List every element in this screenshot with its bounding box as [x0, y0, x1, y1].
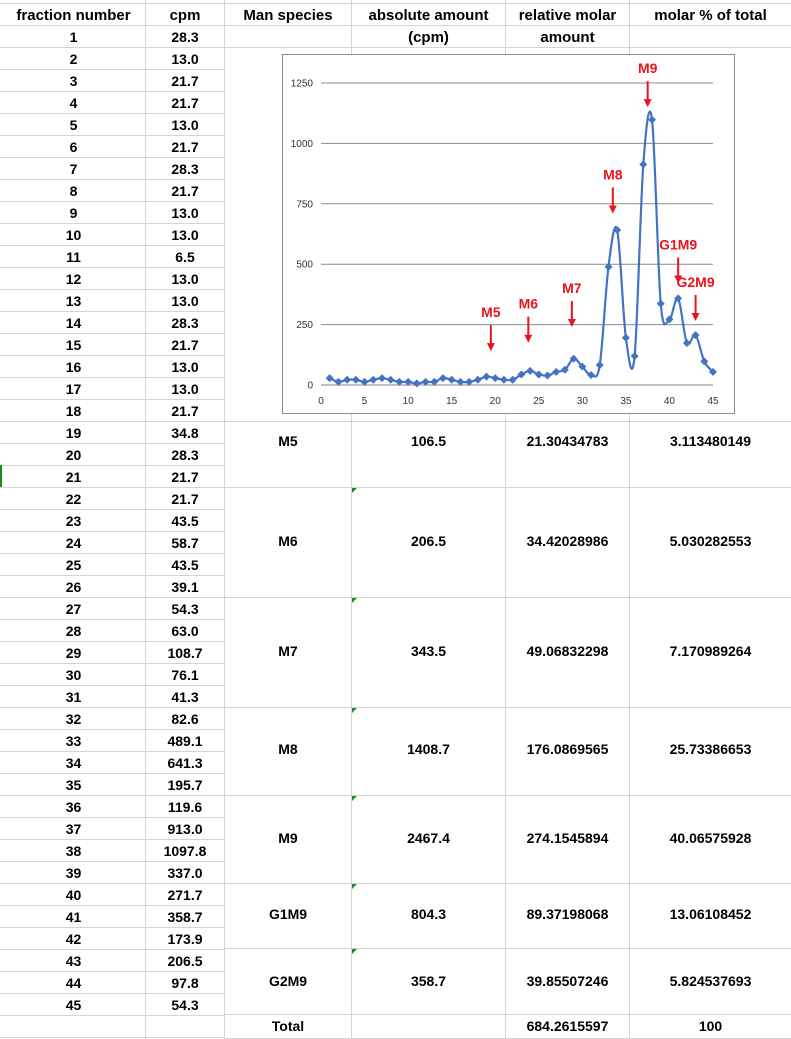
species-divider: [224, 948, 791, 949]
cpm-cell[interactable]: 13.0: [171, 227, 199, 243]
x-tick-label: 0: [318, 396, 324, 407]
y-tick-label: 500: [296, 259, 313, 271]
cell-comment-marker: [352, 796, 357, 801]
data-point-marker: [483, 373, 491, 381]
cpm-cell[interactable]: 21.7: [171, 183, 199, 199]
data-point-marker: [439, 374, 447, 382]
data-point-marker: [448, 376, 456, 384]
fraction-number-cell[interactable]: 1: [69, 29, 78, 45]
fraction-number-cell[interactable]: 16: [65, 359, 82, 375]
cpm-cell[interactable]: 58.7: [171, 535, 199, 551]
molar-percent-cell[interactable]: 40.06575928: [669, 830, 752, 846]
species-divider: [224, 883, 791, 884]
cpm-cell[interactable]: 28.3: [171, 447, 199, 463]
cpm-cell[interactable]: 28.3: [171, 315, 199, 331]
data-point-marker: [543, 372, 551, 380]
cpm-cell[interactable]: 43.5: [171, 513, 199, 529]
fraction-number-cell[interactable]: 30: [65, 667, 82, 683]
fraction-number-cell[interactable]: 19: [65, 425, 82, 441]
cpm-cell[interactable]: 76.1: [171, 667, 199, 683]
annotation-arrow-head: [692, 313, 700, 321]
fraction-number-cell[interactable]: 11: [66, 249, 81, 265]
data-point-marker: [491, 374, 499, 382]
cpm-cell[interactable]: 39.1: [171, 579, 199, 595]
data-point-marker: [413, 379, 421, 387]
fraction-number-cell[interactable]: 23: [65, 513, 82, 529]
cpm-cell[interactable]: 13.0: [171, 117, 199, 133]
annotation-arrow-head: [609, 205, 617, 213]
data-point-marker: [326, 374, 334, 382]
fraction-number-cell[interactable]: 5: [69, 117, 78, 133]
data-point-marker: [500, 376, 508, 384]
fraction-number-cell[interactable]: 18: [65, 403, 82, 419]
fraction-number-cell[interactable]: 21: [65, 469, 82, 485]
cell-comment-marker: [352, 708, 357, 713]
species-name-cell[interactable]: M8: [278, 741, 298, 757]
fraction-number-cell[interactable]: 8: [69, 183, 78, 199]
fraction-number-cell[interactable]: 29: [65, 645, 82, 661]
cpm-cell[interactable]: 13.0: [171, 293, 199, 309]
fraction-number-cell[interactable]: 40: [65, 887, 82, 903]
absolute-amount-cell[interactable]: 343.5: [410, 643, 447, 659]
x-tick-label: 20: [489, 396, 501, 407]
fraction-number-cell[interactable]: 13: [65, 293, 82, 309]
species-name-cell[interactable]: M9: [278, 830, 298, 846]
chart-canvas: [283, 55, 736, 415]
x-tick-label: 35: [620, 396, 632, 407]
fraction-number-cell[interactable]: 42: [65, 931, 82, 947]
x-tick-label: 30: [576, 396, 588, 407]
x-tick-label: 45: [707, 396, 719, 407]
fraction-number-cell[interactable]: 10: [65, 227, 82, 243]
data-point-marker: [509, 376, 517, 384]
relative-molar-cell[interactable]: 176.0869565: [526, 741, 609, 757]
fraction-number-cell[interactable]: 38: [65, 843, 82, 859]
cpm-cell[interactable]: 641.3: [167, 755, 203, 771]
fraction-number-cell[interactable]: 3: [69, 73, 78, 89]
annotation-arrow-head: [644, 99, 652, 107]
fraction-number-cell[interactable]: 17: [65, 381, 82, 397]
fraction-number-cell[interactable]: 2: [69, 51, 78, 67]
fraction-number-cell[interactable]: 9: [69, 205, 78, 221]
header-molar-percent: molar % of total: [654, 6, 767, 24]
fraction-number-cell[interactable]: 6: [69, 139, 78, 155]
annotation-label: G1M9: [659, 236, 698, 253]
x-tick-label: 5: [361, 396, 368, 407]
row-divider: [0, 1037, 224, 1038]
fraction-number-cell[interactable]: 34: [65, 755, 82, 771]
y-tick-label: 0: [307, 380, 313, 392]
fraction-number-cell[interactable]: 32: [65, 711, 82, 727]
data-point-marker: [683, 339, 691, 347]
annotation-label: G2M9: [676, 273, 715, 290]
x-tick-label: 10: [402, 396, 414, 407]
molar-percent-cell[interactable]: 7.170989264: [669, 643, 752, 659]
x-tick-label: 15: [446, 396, 458, 407]
annotation-label: M5: [481, 304, 501, 321]
species-name-cell[interactable]: G1M9: [268, 906, 308, 922]
cpm-cell[interactable]: 28.3: [171, 161, 199, 177]
annotation-arrow-head: [487, 343, 495, 351]
fraction-number-cell[interactable]: 28: [65, 623, 82, 639]
annotation-arrow-head: [524, 335, 532, 343]
cpm-cell[interactable]: 358.7: [167, 909, 203, 925]
cpm-cell[interactable]: 13.0: [171, 359, 199, 375]
annotation-arrow-head: [568, 319, 576, 327]
cpm-cell[interactable]: 63.0: [171, 623, 199, 639]
header-relative-molar-amount: amount: [540, 28, 595, 46]
molar-percent-cell[interactable]: 5.824537693: [669, 973, 752, 989]
header-absolute-amount: absolute amount: [368, 6, 489, 24]
cpm-cell[interactable]: 13.0: [171, 51, 199, 67]
x-tick-label: 25: [533, 396, 545, 407]
relative-molar-cell[interactable]: 21.30434783: [526, 433, 609, 449]
data-point-marker: [526, 367, 534, 375]
fraction-number-cell[interactable]: 39: [65, 865, 82, 881]
species-name-cell[interactable]: M6: [278, 533, 298, 549]
cpm-cell[interactable]: 271.7: [167, 887, 203, 903]
total-label[interactable]: Total: [271, 1018, 305, 1034]
series-line: [330, 111, 713, 383]
fraction-number-cell[interactable]: 43: [65, 953, 82, 969]
cpm-cell[interactable]: 13.0: [171, 381, 199, 397]
elution-profile-chart[interactable]: [282, 54, 735, 414]
cpm-cell[interactable]: 6.5: [175, 249, 195, 265]
data-point-marker: [596, 361, 604, 369]
data-point-marker: [474, 376, 482, 384]
fraction-number-cell[interactable]: 31: [65, 689, 82, 705]
header-cpm: cpm: [169, 6, 201, 24]
header-absolute-amount-unit: (cpm): [408, 28, 449, 46]
molar-percent-cell[interactable]: 13.06108452: [669, 906, 752, 922]
cell-comment-marker: [352, 598, 357, 603]
cpm-cell[interactable]: 21.7: [171, 491, 199, 507]
y-tick-label: 1250: [290, 78, 313, 90]
cpm-cell[interactable]: 21.7: [171, 95, 199, 111]
fraction-number-cell[interactable]: 15: [65, 337, 82, 353]
annotation-label: M9: [637, 60, 658, 77]
absolute-amount-cell[interactable]: 106.5: [410, 433, 447, 449]
cpm-cell[interactable]: 54.3: [171, 997, 199, 1013]
species-name-cell[interactable]: M7: [278, 643, 298, 659]
species-divider: [224, 487, 791, 488]
cpm-cell[interactable]: 41.3: [171, 689, 199, 705]
fraction-number-cell[interactable]: 27: [65, 601, 82, 617]
absolute-amount-cell[interactable]: 206.5: [410, 533, 447, 549]
cpm-cell[interactable]: 82.6: [171, 711, 199, 727]
fraction-number-cell[interactable]: 14: [65, 315, 82, 331]
data-point-marker: [369, 376, 377, 384]
species-divider: [224, 597, 791, 598]
species-divider: [224, 421, 791, 422]
fraction-number-cell[interactable]: 22: [65, 491, 82, 507]
data-point-marker: [657, 300, 665, 308]
data-point-marker: [622, 334, 630, 342]
absolute-amount-cell[interactable]: 2467.4: [407, 830, 450, 846]
data-point-marker: [535, 370, 543, 378]
annotation-label: M8: [603, 166, 623, 183]
annotation-label: M6: [518, 295, 539, 312]
fraction-number-cell[interactable]: 24: [65, 535, 82, 551]
cpm-cell[interactable]: 43.5: [171, 557, 199, 573]
cpm-cell[interactable]: 21.7: [171, 73, 199, 89]
cpm-cell[interactable]: 108.7: [167, 645, 203, 661]
data-point-marker: [378, 374, 386, 382]
annotation-label: M7: [562, 280, 582, 297]
cpm-cell[interactable]: 34.8: [171, 425, 199, 441]
data-point-marker: [352, 376, 360, 384]
fraction-number-cell[interactable]: 20: [65, 447, 82, 463]
cpm-cell[interactable]: 119.6: [167, 799, 203, 815]
cpm-cell[interactable]: 13.0: [171, 271, 199, 287]
data-point-marker: [343, 376, 351, 384]
cpm-cell[interactable]: 54.3: [171, 601, 199, 617]
cpm-cell[interactable]: 21.7: [171, 469, 199, 485]
cell-comment-marker: [352, 488, 357, 493]
cpm-cell[interactable]: 1097.8: [163, 843, 207, 859]
data-point-marker: [639, 160, 647, 168]
fraction-number-cell[interactable]: 41: [65, 909, 82, 925]
relative-molar-cell[interactable]: 89.37198068: [526, 906, 609, 922]
absolute-amount-cell[interactable]: 1408.7: [407, 741, 450, 757]
cpm-cell[interactable]: 28.3: [171, 29, 199, 45]
y-tick-label: 250: [296, 320, 313, 332]
species-name-cell[interactable]: M5: [278, 433, 298, 449]
cpm-cell[interactable]: 337.0: [167, 865, 203, 881]
fraction-number-cell[interactable]: 25: [65, 557, 82, 573]
fraction-number-cell[interactable]: 26: [65, 579, 82, 595]
species-divider: [224, 707, 791, 708]
x-tick-label: 40: [663, 396, 676, 407]
cell-comment-marker: [352, 949, 357, 954]
y-tick-label: 750: [296, 199, 313, 211]
y-tick-label: 1000: [290, 138, 313, 150]
cpm-cell[interactable]: 489.1: [167, 733, 203, 749]
molar-percent-cell[interactable]: 5.030282553: [669, 533, 752, 549]
molar-percent-cell[interactable]: 3.113480149: [670, 433, 751, 449]
fraction-number-cell[interactable]: 12: [65, 271, 82, 287]
relative-molar-cell[interactable]: 39.85507246: [526, 973, 609, 989]
fraction-number-cell[interactable]: 33: [65, 733, 82, 749]
header-man-species: Man species: [243, 6, 333, 24]
molar-percent-cell[interactable]: 25.73386653: [669, 741, 752, 757]
cpm-cell[interactable]: 97.8: [171, 975, 199, 991]
absolute-amount-cell[interactable]: 804.3: [410, 906, 447, 922]
absolute-amount-cell[interactable]: 358.7: [410, 973, 447, 989]
data-point-marker: [631, 352, 639, 360]
relative-molar-cell[interactable]: 274.1545894: [526, 830, 609, 846]
cpm-cell[interactable]: 206.5: [167, 953, 203, 969]
species-name-cell[interactable]: G2M9: [268, 973, 308, 989]
fraction-number-cell[interactable]: 35: [65, 777, 82, 793]
data-point-marker: [552, 368, 560, 376]
cpm-cell[interactable]: 21.7: [171, 403, 199, 419]
fraction-number-cell[interactable]: 7: [69, 161, 78, 177]
total-molar-percent[interactable]: 100: [698, 1018, 723, 1034]
cpm-cell[interactable]: 195.7: [167, 777, 203, 793]
relative-molar-cell[interactable]: 49.06832298: [526, 643, 609, 659]
fraction-number-cell[interactable]: 44: [65, 975, 82, 991]
cpm-cell[interactable]: 913.0: [167, 821, 203, 837]
header-relative-molar: relative molar: [518, 6, 617, 24]
cpm-cell[interactable]: 21.7: [171, 337, 199, 353]
data-point-marker: [648, 116, 656, 124]
relative-molar-cell[interactable]: 34.42028986: [526, 533, 609, 549]
data-point-marker: [387, 376, 395, 384]
header-fraction-number: fraction number: [16, 6, 131, 24]
fraction-number-cell[interactable]: 37: [65, 821, 82, 837]
fraction-number-cell[interactable]: 45: [65, 997, 82, 1013]
fraction-number-cell[interactable]: 36: [65, 799, 82, 815]
cpm-cell[interactable]: 13.0: [171, 205, 199, 221]
cpm-cell[interactable]: 173.9: [167, 931, 203, 947]
cpm-cell[interactable]: 21.7: [171, 139, 199, 155]
fraction-number-cell[interactable]: 4: [69, 95, 78, 111]
total-relative-molar[interactable]: 684.2615597: [526, 1018, 609, 1034]
species-divider: [224, 795, 791, 796]
cell-comment-marker: [352, 884, 357, 889]
